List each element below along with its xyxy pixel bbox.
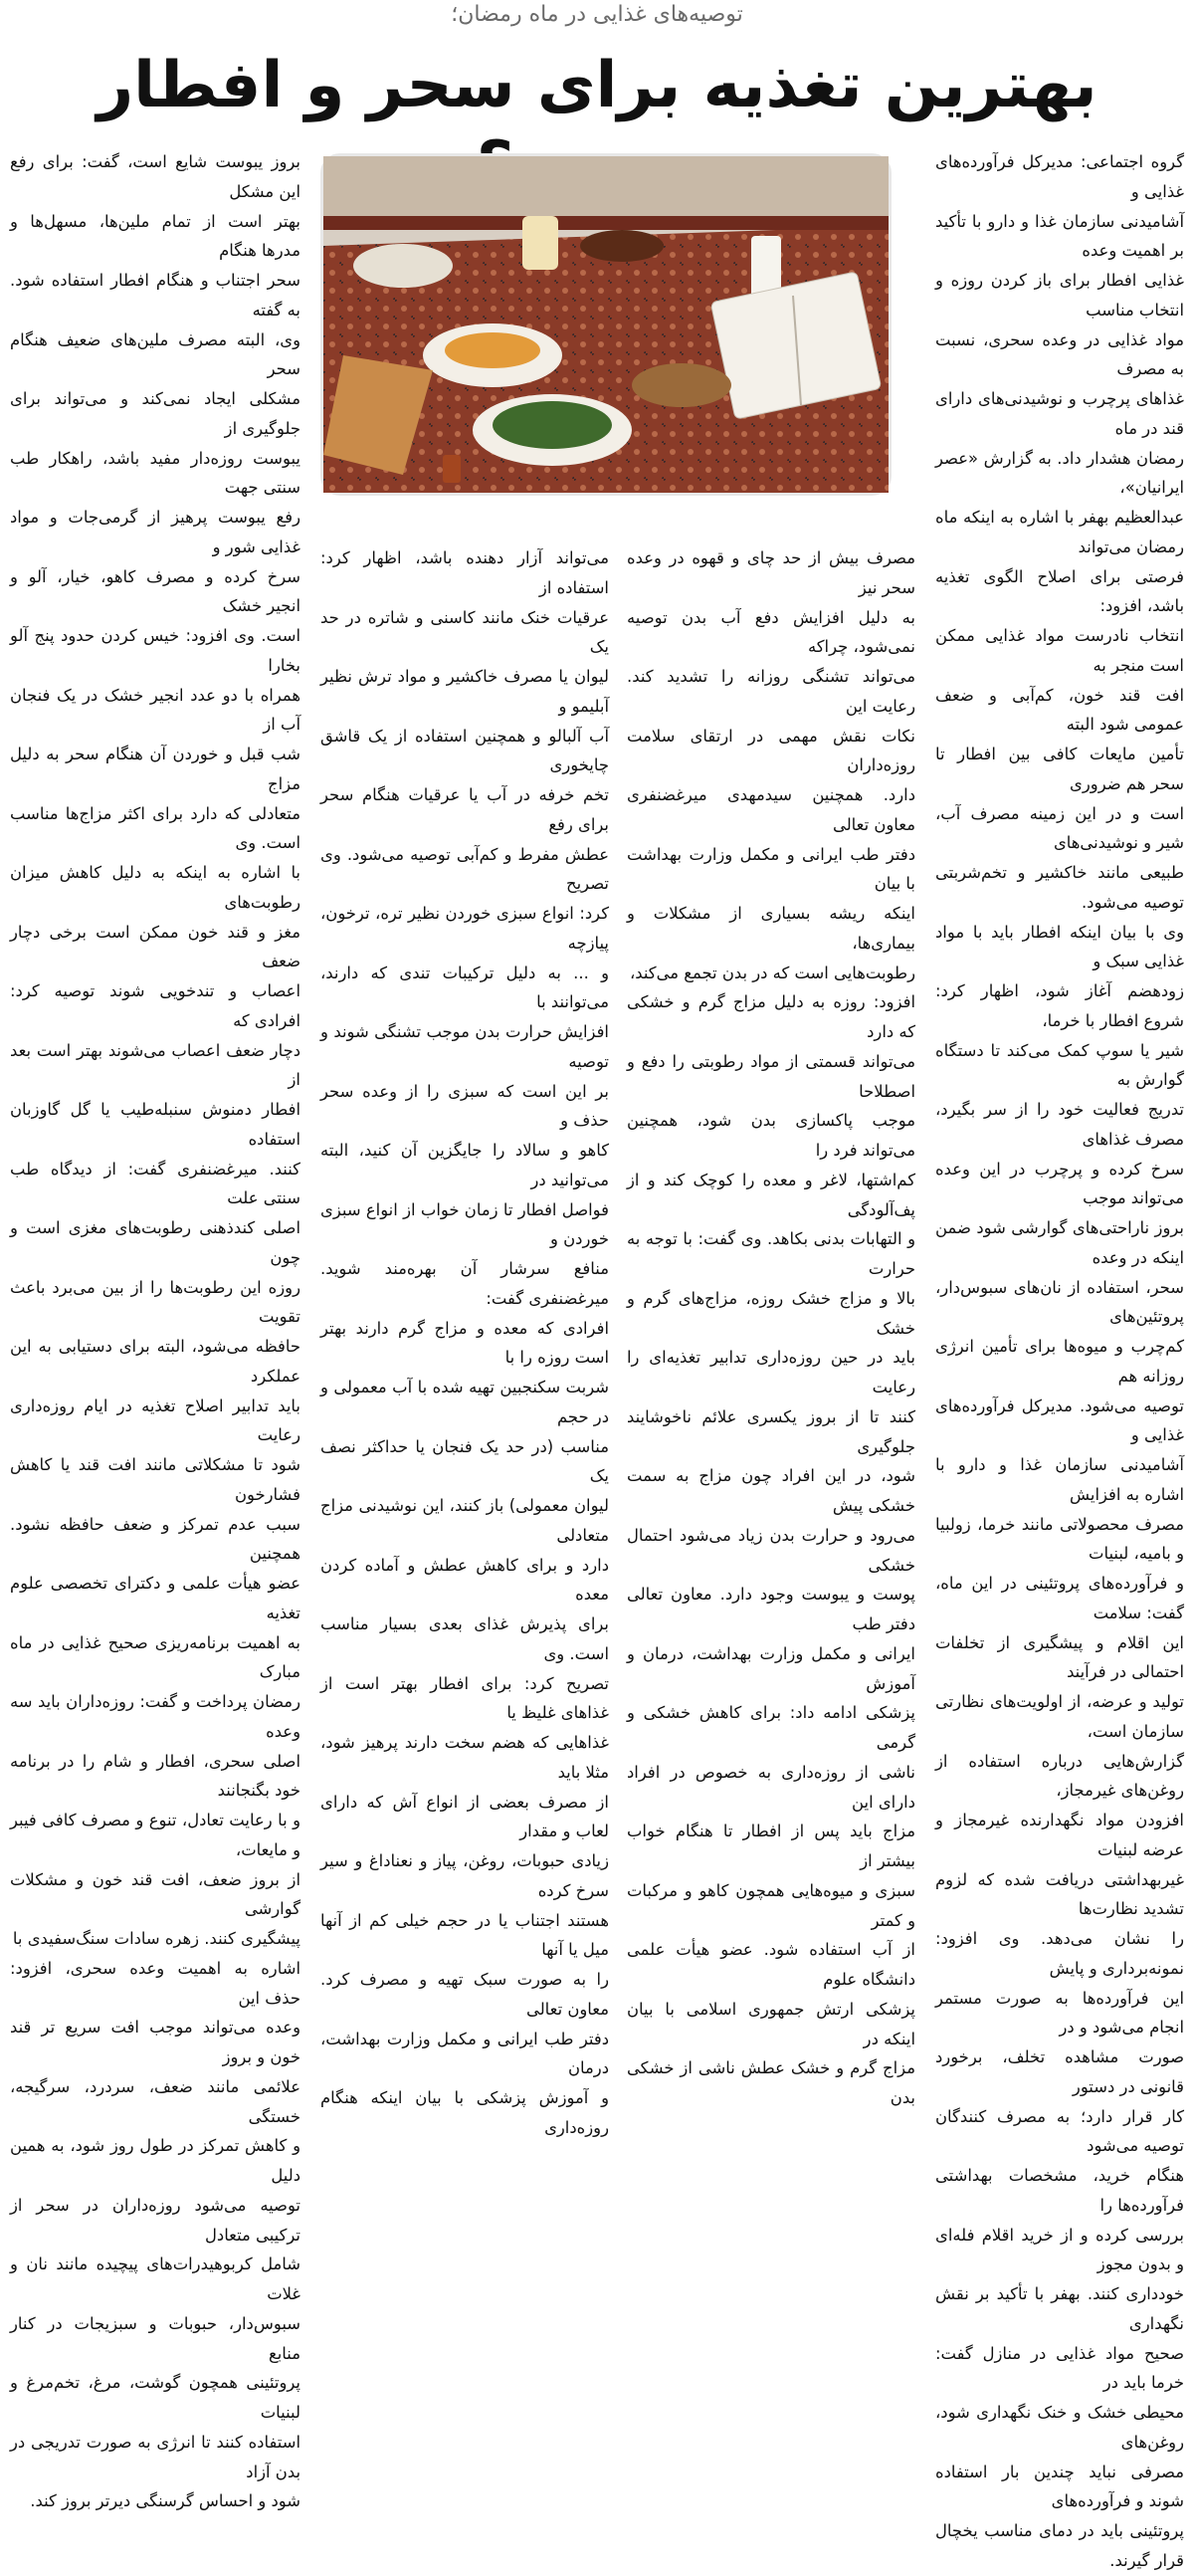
- text-line: از آب استفاده شود. عضو هیأت علمی دانشگاه علوم: [627, 1940, 915, 1989]
- tea-glass: [443, 455, 461, 483]
- text-line: از بروز ضعف، افت قند خون و مشکلات گوارشی: [10, 1869, 300, 1919]
- text-line: شود، در این افراد چون مزاج به سمت خشکی پیش: [627, 1466, 915, 1515]
- text-line: این اقلام و پیشگیری از تخلفات احتمالی در فرآیند: [935, 1632, 1184, 1682]
- text-line: اصلی سحری، افطار و شام را در برنامه خود بگنجانند: [10, 1751, 300, 1801]
- text-column-2: [627, 543, 915, 2107]
- text-line: افطار دمنوش سنبله‌طیب یا گل گاوزبان استفاده: [10, 1100, 300, 1149]
- text-line: روزه این رطوبت‌ها را از بین می‌برد باعث تقویت: [10, 1277, 300, 1327]
- text-line: وی با بیان اینکه افطار باید با مواد غذایی سبک و: [935, 922, 1184, 971]
- text-line: فواصل افطار تا زمان خواب از انواع سبزی خوردن و: [320, 1199, 609, 1249]
- text-line: و آموزش پزشکی با بیان اینکه هنگام روزه‌داری: [320, 2088, 609, 2137]
- text-line: خودداری کنند. بهفر با تأکید بر نقش نگهداری: [935, 2284, 1184, 2333]
- text-line: کم‌اشتها، لاغر و معده را کوچک کند و از پف‌آلودگی: [627, 1170, 915, 1219]
- text-line: دفتر طب ایرانی و مکمل وزارت بهداشت با بیان: [627, 844, 915, 894]
- text-line: پروتئینی باید در دمای مناسب یخچال قرار گیرند.: [935, 2521, 1184, 2570]
- text-line: لیوان یا مصرف خاکشیر و مواد ترش نظیر آبلیمو و: [320, 667, 609, 716]
- text-line: شیر یا سوپ کمک می‌کند تا دستگاه گوارش به: [935, 1040, 1184, 1090]
- text-line: ناشی از روزه‌داری به خصوص در افراد دارای این: [627, 1762, 915, 1812]
- text-line: پوست و یبوست وجود دارد. معاون تعالی دفتر طب: [627, 1585, 915, 1633]
- text-line: می‌تواند تشنگی روزانه را تشدید کند. رعایت این: [627, 667, 915, 716]
- text-line: پزشکی ارتش جمهوری اسلامی با بیان اینکه در: [627, 1999, 915, 2048]
- text-line: بررسی کرده و از خرید اقلام فله‌ای و بدون مجوز: [935, 2225, 1184, 2274]
- text-line: مواد غذایی در وعده سحری، نسبت به مصرف: [935, 329, 1184, 379]
- text-line: رمضان هشدار داد. به گزارش «عصر ایرانیان»،: [935, 448, 1184, 498]
- text-line: عطش مفرط و کم‌آبی توصیه می‌شود. وی تصریح: [320, 844, 609, 894]
- text-line: سحر، استفاده از نان‌های سبوس‌دار، پروتئین‌های: [935, 1277, 1184, 1327]
- text-line: سرخ کرده و مصرف کاهو، خیار، آلو و انجیر خشک: [10, 566, 300, 616]
- text-line: این فرآورده‌ها به صورت مستمر انجام می‌شود و در: [935, 1988, 1184, 2038]
- text-line: بالا و مزاج خشک روزه، مزاج‌های گرم و خشک: [627, 1288, 915, 1338]
- text-line: سرخ کرده و پرچرب در این وعده می‌تواند موجب: [935, 1159, 1184, 1208]
- text-line: نکات نقش مهمی در ارتقای سلامت روزه‌داران: [627, 726, 915, 775]
- text-line: غذاهای پرچرب و نوشیدنی‌های دارای قند در ماه: [935, 389, 1184, 438]
- text-line: حافظه می‌شود، البته برای دستیابی به این عملکرد: [10, 1337, 300, 1386]
- text-line: سحر اجتناب و هنگام افطار استفاده شود. به گفته: [10, 271, 300, 320]
- text-line: برای پذیرش غذای بعدی بسیار مناسب است. وی: [320, 1614, 609, 1663]
- text-line: رفع یبوست پرهیز از گرمی‌جات و مواد غذایی شور و: [10, 508, 300, 556]
- text-line: گزارش‌هایی درباره استفاده از روغن‌های غیرمجاز،: [935, 1751, 1184, 1801]
- text-line: افزود: روزه به دلیل مزاج گرم و خشکی که دارد: [627, 992, 915, 1041]
- text-line: مصرفی نباید چندین بار استفاده شوند و فرآورده‌های: [935, 2462, 1184, 2511]
- text-column-3: [320, 543, 609, 2137]
- text-line: افت قند خون، کم‌آبی و ضعف عمومی شود البته: [935, 685, 1184, 735]
- text-line: یبوست روزه‌دار مفید باشد، راهکار طب سنتی جهت: [10, 448, 300, 498]
- text-line: انتخاب نادرست مواد غذایی ممکن است منجر به: [935, 626, 1184, 675]
- text-line: هستند اجتناب یا در حجم خیلی کم از آنها میل یا آنها: [320, 1910, 609, 1960]
- text-line: مزاج باید پس از افطار تا هنگام خواب بیشتر از: [627, 1822, 915, 1870]
- iftar-table-illustration: [323, 156, 889, 493]
- text-line: تولید و عرضه، از اولویت‌های نظارتی سازمان است،: [935, 1692, 1184, 1741]
- text-line: مزاج گرم و خشک عطش ناشی از خشکی بدن: [627, 2058, 915, 2107]
- text-line: بهتر است از تمام ملین‌ها، مسهل‌ها و مدرها هنگام: [10, 211, 300, 261]
- text-line: پروتئینی همچون گوشت، مرغ، تخم‌مرغ و لبنیات: [10, 2373, 300, 2422]
- text-line: زودهضم آغاز شود، اظهار کرد: شروع افطار با خرما،: [935, 981, 1184, 1030]
- text-line: و کاهش تمرکز در طول روز شود، به همین دلیل: [10, 2136, 300, 2185]
- article-kicker: توصیه‌های غذایی در ماه رمضان؛: [451, 2, 743, 27]
- text-line: همراه با دو عدد انجیر خشک در یک فنجان آب از: [10, 685, 300, 735]
- text-line: غذایی افطار برای باز کردن روزه و انتخاب مناسب: [935, 271, 1184, 320]
- text-line: را نشان می‌دهد. وی افزود: نمونه‌برداری و پایش: [935, 1929, 1184, 1978]
- text-line: اصلی کندذهنی رطوبت‌های مغزی است و چون: [10, 1218, 300, 1267]
- text-line: منافع سرشار آن بهره‌مند شوید. میرغضنفری گفت:: [320, 1259, 609, 1308]
- text-column-1: [935, 147, 1184, 2570]
- text-line: صورت مشاهده تخلف، برخورد قانونی در دستور: [935, 2047, 1184, 2096]
- text-line: ایرانی و مکمل وزارت بهداشت، درمان و آموزش: [627, 1643, 915, 1693]
- text-line: می‌تواند قسمتی از مواد رطوبتی را دفع و اصطلاحا: [627, 1051, 915, 1101]
- text-line: اینکه ریشه بسیاری از مشکلات و بیماری‌ها،: [627, 904, 915, 953]
- text-line: پیشگیری کنند. زهره سادات سنگ‌سفیدی با: [12, 1929, 300, 1948]
- text-column-4: [10, 147, 300, 2511]
- honey-jar: [522, 216, 558, 270]
- text-line: استفاده کنند تا انرژی به صورت تدریجی در بدن آزاد: [10, 2432, 300, 2481]
- text-line: و فرآورده‌های پروتئینی در این ماه، گفت: سلامت: [935, 1574, 1184, 1622]
- text-line: شود و احساس گرسنگی دیرتر بروز کند.: [30, 2491, 300, 2511]
- text-line: کرد: انواع سبزی خوردن نظیر تره، ترخون، پیازچه: [320, 904, 609, 953]
- text-line: و التهابات بدنی بکاهد. وی گفت: با توجه به حرارت: [627, 1229, 915, 1278]
- text-line: رمضان پرداخت و گفت: روزه‌داران باید سه وعده: [10, 1692, 300, 1741]
- text-line: تدریج فعالیت خود را از سر بگیرد، مصرف غذاهای: [935, 1100, 1184, 1149]
- text-line: اشاره به اهمیت وعده سحری، افزود: حذف این: [10, 1958, 300, 2008]
- text-line: شود تا مشکلاتی مانند افت قند یا کاهش فشارخون: [10, 1455, 300, 1504]
- text-line: و با رعایت تعادل، تنوع و مصرف کافی فیبر و مایعات،: [10, 1811, 300, 1859]
- text-line: غذاهایی که هضم سخت دارند پرهیز شود، مثلا باید: [320, 1733, 609, 1782]
- text-line: عضو هیأت علمی و دکترای تخصصی علوم تغذیه: [10, 1574, 300, 1622]
- text-line: توصیه می‌شود روزه‌داران در سحر از ترکیبی متعادل: [10, 2195, 300, 2245]
- dates-bowl: [580, 230, 664, 262]
- text-line: است. وی افزود: خیس کردن حدود پنج آلو بخارا: [10, 626, 300, 675]
- text-line: عبدالعظیم بهفر با اشاره به اینکه ماه رمضان می‌تواند: [935, 508, 1184, 556]
- text-line: شامل کربوهیدرات‌های پیچیده مانند نان و غلات: [10, 2254, 300, 2303]
- text-line: شب قبل و خوردن آن هنگام سحر به دلیل مزاج: [10, 745, 300, 793]
- text-line: مصرف محصولاتی مانند خرما، زولبیا و بامیه، لبنیات: [935, 1514, 1184, 1564]
- text-line: غیربهداشتی دریافت شده که لزوم تشدید نظارت‌ها: [935, 1869, 1184, 1919]
- text-line: از مصرف بعضی از انواع آش که دارای لعاب و مقدار: [320, 1792, 609, 1841]
- text-line: مصرف بیش از حد چای و قهوه در وعده سحر نیز: [627, 548, 915, 597]
- text-line: رطوبت‌هایی است که در بدن تجمع می‌کند،: [629, 963, 915, 982]
- text-line: لیوان معمولی) باز کنند، این نوشیدنی مزاج متعادلی: [320, 1496, 609, 1545]
- text-line: تأمین مایعات کافی بین افطار تا سحر هم ضروری: [935, 745, 1184, 793]
- text-line: کنند تا از بروز یکسری علائم ناخوشایند جلوگیری: [627, 1406, 915, 1456]
- text-line: محیطی خشک و خنک نگهداری شود، روغن‌های: [935, 2403, 1184, 2452]
- text-line: سبب عدم تمرکز و ضعف حافظه نشود. همچنین: [10, 1514, 300, 1564]
- text-line: توصیه می‌شود. مدیرکل فرآورده‌های غذایی و: [935, 1395, 1184, 1445]
- text-line: افزایش حرارت بدن موجب تشنگی شوند و توصیه: [320, 1022, 609, 1071]
- text-line: وی، البته مصرف ملین‌های ضعیف هنگام سحر: [10, 329, 300, 379]
- bowl-soup: [353, 244, 453, 288]
- text-line: متعادلی که دارد برای اکثر مزاج‌ها مناسب است. وی: [10, 803, 300, 853]
- text-line: بروز ناراحتی‌های گوارشی شود ضمن اینکه در وعده: [935, 1218, 1184, 1267]
- text-line: مناسب (در حد یک فنجان یا حداکثر نصف یک: [320, 1436, 609, 1486]
- text-line: تصریح کرد: برای افطار بهتر است از غذاهای غلیظ یا: [320, 1673, 609, 1723]
- text-line: بروز یبوست شایع است، گفت: برای رفع این مشکل: [10, 152, 300, 201]
- text-line: شربت سکنجبین تهیه شده با آب معمولی و در حجم: [320, 1378, 609, 1426]
- text-line: آب آلبالو و همچنین استفاده از یک قاشق چایخوری: [320, 726, 609, 775]
- text-line: می‌تواند آزار دهنده باشد، اظهار کرد: استفاده از: [320, 548, 609, 597]
- text-line: دارد. همچنین سیدمهدی میرغضنفری معاون تعالی: [627, 785, 915, 834]
- text-line: دارد و برای کاهش عطش و آماده کردن معده: [320, 1555, 609, 1605]
- text-line: صحیح مواد غذایی در منازل گفت: خرما باید در: [935, 2343, 1184, 2393]
- text-line: موجب پاکسازی بدن شود، همچنین می‌تواند فرد را: [627, 1111, 915, 1160]
- text-line: آشامیدنی سازمان غذا و دارو با تأکید بر اهمیت وعده: [935, 211, 1184, 261]
- text-line: کنند. میرغضنفری گفت: از دیدگاه طب سنتی علت: [10, 1159, 300, 1208]
- text-line: باید در حین روزه‌داری تدابیر تغذیه‌ای را رعایت: [627, 1348, 915, 1396]
- text-line: تخم خرفه در آب یا عرقیات هنگام سحر برای رفع: [320, 785, 609, 834]
- text-line: را به صورت سبک تهیه و مصرف کرد. معاون تعالی: [320, 1970, 609, 2019]
- text-line: علائمی مانند ضعف، سردرد، سرگیجه، خستگی: [10, 2076, 300, 2126]
- text-line: سبزی و میوه‌هایی همچون کاهو و مرکبات و کمتر: [627, 1880, 915, 1930]
- text-line: به دلیل افزایش دفع آب بدن توصیه نمی‌شود، چراکه: [627, 607, 915, 657]
- text-line: دچار ضعف اعصاب می‌شوند بهتر است بعد از: [10, 1040, 300, 1090]
- article-photo: [320, 153, 892, 496]
- text-line: دفتر طب ایرانی و مکمل وزارت بهداشت، درمان: [320, 2029, 609, 2078]
- text-line: کم‌چرب و میوه‌ها برای تأمین انرژی روزانه هم: [935, 1337, 1184, 1386]
- text-line: کاهو و سالاد را جایگزین آن کنید، البته می‌توانید در: [320, 1141, 609, 1189]
- text-line: و ... به دلیل ترکیبات تندی که دارند، می‌توانند با: [320, 963, 609, 1012]
- text-line: افزودن مواد نگهدارنده غیرمجاز و عرضه لبنیات: [935, 1811, 1184, 1859]
- text-line: می‌رود و حرارت بدن زیاد می‌شود احتمال خشکی: [627, 1525, 915, 1575]
- text-line: فرصتی برای اصلاح الگوی تغذیه باشد، افزود:: [935, 566, 1184, 616]
- text-line: زیادی حبوبات، روغن، پیاز و نعناداغ و سیر سرخ کرده: [320, 1851, 609, 1900]
- text-line: وعده می‌تواند موجب افت سریع تر قند خون و بروز: [10, 2018, 300, 2066]
- nuts-plate: [632, 363, 731, 407]
- text-line: طبیعی مانند خاکشیر و تخم‌شربتی توصیه می‌شود.: [935, 863, 1184, 912]
- text-line: افرادی که معده و مزاج گرم دارند بهتر است روزه را با: [320, 1318, 609, 1368]
- text-line: گروه اجتماعی: مدیرکل فرآورده‌های غذایی و: [935, 152, 1184, 201]
- text-line: است و در این زمینه مصرف آب، شیر و نوشیدنی‌های: [935, 803, 1184, 853]
- text-line: بر این است که سبزی را از وعده سحر حذف و: [320, 1081, 609, 1131]
- text-line: اعصاب و تندخویی شوند توصیه کرد: افرادی که: [10, 981, 300, 1030]
- text-line: مشکلی ایجاد نمی‌کند و می‌تواند برای جلوگیری از: [10, 389, 300, 438]
- text-line: با اشاره به اینکه به دلیل کاهش میزان رطوبت‌های: [10, 863, 300, 912]
- text-line: باید تدابیر اصلاح تغذیه در ایام روزه‌داری رعایت: [10, 1395, 300, 1445]
- text-line: سبوس‌دار، حبوبات و سبزیجات در کنار منابع: [10, 2313, 300, 2363]
- text-line: کار قرار دارد؛ به مصرف کنندگان توصیه می‌شود: [935, 2106, 1184, 2156]
- text-line: عرقیات خنک مانند کاسنی و شاتره در حد یک: [320, 607, 609, 657]
- text-line: پزشکی ادامه داد: برای کاهش خشکی و گرمی: [627, 1703, 915, 1752]
- text-line: به اهمیت برنامه‌ریزی صحیح غذایی در ماه مبارک: [10, 1632, 300, 1682]
- text-line: آشامیدنی سازمان غذا و دارو با اشاره به افزایش: [935, 1455, 1184, 1504]
- text-line: هنگام خرید، مشخصات بهداشتی فرآورده‌ها را: [935, 2166, 1184, 2215]
- text-line: مغز و قند خون ممکن است برخی دچار ضعف: [10, 922, 300, 971]
- article-headline: بهترین تغذیه برای سحر و افطار: [97, 49, 1097, 122]
